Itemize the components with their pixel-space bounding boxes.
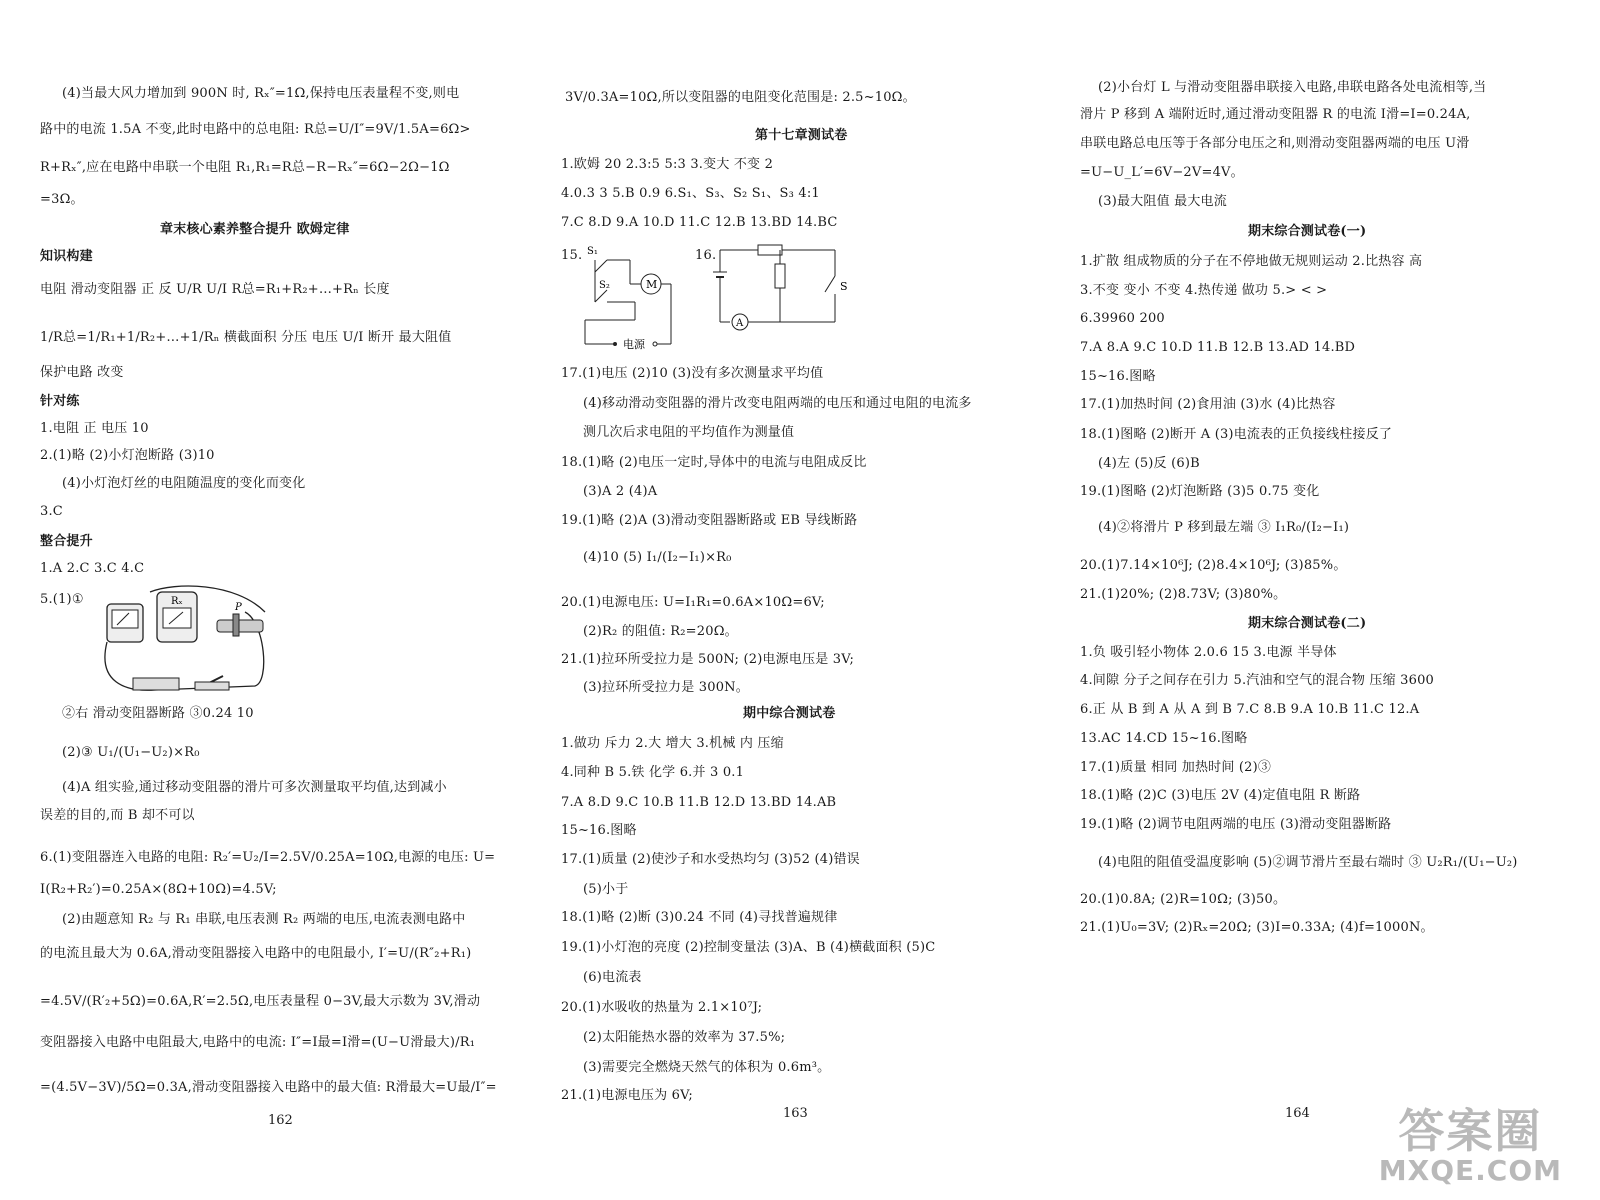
page-number: 164 bbox=[1285, 1106, 1310, 1121]
text-line: ②右 滑动变阻器断路 ③0.24 10 bbox=[62, 706, 254, 721]
fig5-label-p: P bbox=[235, 602, 242, 613]
text-line: (4)左 (5)反 (6)B bbox=[1098, 456, 1200, 471]
section-title: 第十七章测试卷 bbox=[755, 128, 848, 143]
watermark-en: MXQE.COM bbox=[1378, 1154, 1562, 1187]
text-line: (4)小灯泡灯丝的电阻随温度的变化而变化 bbox=[62, 476, 306, 491]
text-line: 2.(1)略 (2)小灯泡断路 (3)10 bbox=[40, 448, 215, 463]
text-line: 19.(1)略 (2)调节电阻两端的电压 (3)滑动变阻器断路 bbox=[1080, 817, 1392, 832]
text-line: (2)小台灯 L 与滑动变阻器串联接入电路,串联电路各处电流相等,当 bbox=[1098, 80, 1487, 95]
circuit-diagram-16 bbox=[710, 242, 850, 332]
text-line: (3)最大阻值 最大电流 bbox=[1098, 194, 1227, 209]
section-title: 期末综合测试卷(二) bbox=[1248, 616, 1367, 631]
text-line: R+Rₓ″,应在电路中串联一个电阻 R₁,R₁=R总−R−Rₓ″=6Ω−2Ω−1Ω bbox=[40, 160, 450, 175]
text-line: 19.(1)图略 (2)灯泡断路 (3)5 0.75 变化 bbox=[1080, 484, 1320, 499]
label-motor: M bbox=[646, 278, 658, 291]
text-line: 19.(1)略 (2)A (3)滑动变阻器断路或 EB 导线断路 bbox=[561, 513, 858, 528]
text-line: 15. bbox=[561, 248, 583, 263]
text-line: 串联电路总电压等于各部分电压之和,则滑动变阻器两端的电压 U滑 bbox=[1080, 136, 1470, 151]
watermark-logo bbox=[1379, 1106, 1562, 1186]
subsection-title: 整合提升 bbox=[40, 534, 93, 549]
text-line: (3)A 2 (4)A bbox=[583, 484, 658, 499]
page-number: 163 bbox=[783, 1106, 808, 1121]
text-line: 16. bbox=[695, 248, 717, 263]
text-line: 17.(1)加热时间 (2)食用油 (3)水 (4)比热容 bbox=[1080, 397, 1336, 412]
section-title: 期末综合测试卷(一) bbox=[1248, 224, 1367, 239]
text-line: 18.(1)略 (2)断 (3)0.24 不同 (4)寻找普遍规律 bbox=[561, 910, 838, 925]
text-line: 3.C bbox=[40, 504, 63, 519]
text-line: (3)需要完全燃烧天然气的体积为 0.6m³。 bbox=[583, 1060, 831, 1075]
text-line: 1.电阻 正 电压 10 bbox=[40, 421, 149, 436]
text-line: (3)拉环所受拉力是 300N。 bbox=[583, 680, 749, 695]
text-line: 13.AC 14.CD 15~16.图略 bbox=[1080, 731, 1248, 746]
page-number: 162 bbox=[268, 1113, 293, 1128]
text-line: 7.A 8.D 9.C 10.B 11.B 12.D 13.BD 14.AB bbox=[561, 795, 837, 810]
text-line: 5.(1)① bbox=[40, 592, 84, 607]
text-line: (2)③ U₁/(U₁−U₂)×R₀ bbox=[62, 745, 200, 760]
text-line: 路中的电流 1.5A 不变,此时电路中的总电阻: R总=U/I″=9V/1.5A=6Ω> bbox=[40, 122, 471, 137]
text-line: 17.(1)质量 (2)使沙子和水受热均匀 (3)52 (4)错误 bbox=[561, 852, 860, 867]
text-line: 7.A 8.A 9.C 10.D 11.B 12.B 13.AD 14.BD bbox=[1080, 340, 1356, 355]
text-line: =4.5V/(R′₂+5Ω)=0.6A,R′=2.5Ω,电压表量程 0−3V,最大示数为 3V,滑动 bbox=[40, 994, 481, 1009]
text-line: =(4.5V−3V)/5Ω=0.3A,滑动变阻器接入电路中的最大值: R滑最大=U最/I″= bbox=[40, 1080, 497, 1095]
text-line: 保护电路 改变 bbox=[40, 365, 124, 380]
text-line: 测几次后求电阻的平均值作为测量值 bbox=[583, 425, 795, 440]
fig5-label-rx: Rₓ bbox=[171, 596, 183, 607]
text-line: 变阻器接入电路中电阻最大,电路中的电流: I″=I最=I滑=(U−U滑最大)/R₁ bbox=[40, 1035, 476, 1050]
text-line: 的电流且最大为 0.6A,滑动变阻器接入电路中的电阻最小, I′=U/(R″₂+R₁) bbox=[40, 946, 472, 961]
text-line: 1.A 2.C 3.C 4.C bbox=[40, 561, 145, 576]
subsection-title: 针对练 bbox=[40, 394, 80, 409]
text-line: (2)R₂ 的阻值: R₂=20Ω。 bbox=[583, 624, 738, 639]
text-line: 1.负 吸引轻小物体 2.0.6 15 3.电源 半导体 bbox=[1080, 645, 1337, 660]
text-line: 误差的目的,而 B 却不可以 bbox=[40, 808, 195, 823]
text-line: (4)当最大风力增加到 900N 时, Rₓ″=1Ω,保持电压表量程不变,则电 bbox=[62, 86, 460, 101]
text-line: 21.(1)电源电压为 6V; bbox=[561, 1088, 693, 1103]
text-line: (4)A 组实验,通过移动变阻器的滑片可多次测量取平均值,达到减小 bbox=[62, 780, 447, 795]
text-line: 3V/0.3A=10Ω,所以变阻器的电阻变化范围是: 2.5~10Ω。 bbox=[565, 90, 916, 105]
text-line: (2)太阳能热水器的效率为 37.5%; bbox=[583, 1030, 786, 1045]
text-line: 20.(1)电源电压: U=I₁R₁=0.6A×10Ω=6V; bbox=[561, 595, 825, 610]
text-line: 6.39960 200 bbox=[1080, 311, 1165, 326]
text-line: (2)由题意知 R₂ 与 R₁ 串联,电压表测 R₂ 两端的电压,电流表测电路中 bbox=[62, 912, 466, 927]
text-line: 21.(1)20%; (2)8.73V; (3)80%。 bbox=[1080, 587, 1287, 602]
text-line: 15~16.图略 bbox=[561, 823, 637, 838]
circuit-diagram-15 bbox=[575, 240, 705, 350]
text-line: 3.不变 变小 不变 4.热传递 做功 5.> < > bbox=[1080, 283, 1328, 298]
text-line: 18.(1)略 (2)C (3)电压 2V (4)定值电阻 R 断路 bbox=[1080, 788, 1361, 803]
label-ammeter: A bbox=[736, 318, 744, 329]
subsection-title: 知识构建 bbox=[40, 249, 93, 264]
text-line: 17.(1)电压 (2)10 (3)没有多次测量求平均值 bbox=[561, 366, 824, 381]
text-line: (5)小于 bbox=[583, 882, 629, 897]
text-line: 20.(1)0.8A; (2)R=10Ω; (3)50。 bbox=[1080, 892, 1287, 907]
text-line: 1/R总=1/R₁+1/R₂+…+1/Rₙ 横截面积 分压 电压 U/I 断开 最大阻值 bbox=[40, 330, 452, 345]
text-line: 19.(1)小灯泡的亮度 (2)控制变量法 (3)A、B (4)横截面积 (5)C bbox=[561, 940, 936, 955]
text-line: 18.(1)图略 (2)断开 A (3)电流表的正负接线柱接反了 bbox=[1080, 427, 1393, 442]
text-line: 21.(1)U₀=3V; (2)Rₓ=20Ω; (3)I=0.33A; (4)f=1000N。 bbox=[1080, 920, 1434, 935]
text-line: 1.扩散 组成物质的分子在不停地做无规则运动 2.比热容 高 bbox=[1080, 254, 1423, 269]
text-line: (4)电阻的阻值受温度影响 (5)②调节滑片至最右端时 ③ U₂R₁/(U₁−U₂) bbox=[1098, 855, 1518, 870]
text-line: I(R₂+R₂′)=0.25A×(8Ω+10Ω)=4.5V; bbox=[40, 882, 277, 897]
text-line: 21.(1)拉环所受拉力是 500N; (2)电源电压是 3V; bbox=[561, 652, 855, 667]
label-s1: S₁ bbox=[587, 246, 598, 257]
label-switch: S bbox=[840, 280, 848, 293]
text-line: 电阻 滑动变阻器 正 反 U/R U/I R总=R₁+R₂+…+Rₙ 长度 bbox=[40, 282, 390, 297]
text-line: 滑片 P 移到 A 端附近时,通过滑动变阻器 R 的电流 I滑=I=0.24A, bbox=[1080, 107, 1471, 122]
text-line: 20.(1)7.14×10⁶J; (2)8.4×10⁶J; (3)85%。 bbox=[1080, 558, 1347, 573]
text-line: (4)10 (5) I₁/(I₂−I₁)×R₀ bbox=[583, 550, 732, 565]
text-line: 4.同种 B 5.铁 化学 6.并 3 0.1 bbox=[561, 765, 745, 780]
text-line: 20.(1)水吸收的热量为 2.1×10⁷J; bbox=[561, 1000, 763, 1015]
experiment-apparatus-figure bbox=[95, 582, 275, 700]
text-line: 18.(1)略 (2)电压一定时,导体中的电流与电阻成反比 bbox=[561, 455, 867, 470]
section-title: 章末核心素养整合提升 欧姆定律 bbox=[160, 222, 350, 237]
label-s2: S₂ bbox=[599, 280, 610, 291]
text-line: 7.C 8.D 9.A 10.D 11.C 12.B 13.BD 14.BC bbox=[561, 215, 838, 230]
text-line: 6.正 从 B 到 A 从 A 到 B 7.C 8.B 9.A 10.B 11.C 12.A bbox=[1080, 702, 1420, 717]
text-line: (6)电流表 bbox=[583, 970, 642, 985]
text-line: =3Ω。 bbox=[40, 192, 84, 207]
watermark-cn: 答案圈 bbox=[1398, 1104, 1543, 1158]
text-line: 6.(1)变阻器连入电路的电阻: R₂′=U₂/I=2.5V/0.25A=10Ω,电源的电压: U= bbox=[40, 850, 496, 865]
text-line: 1.做功 斥力 2.大 增大 3.机械 内 压缩 bbox=[561, 736, 784, 751]
text-line: 1.欧姆 20 2.3:5 5:3 3.变大 不变 2 bbox=[561, 157, 774, 172]
text-line: (4)②将滑片 P 移到最左端 ③ I₁R₀/(I₂−I₁) bbox=[1098, 520, 1350, 535]
label-power: 电源 bbox=[623, 338, 645, 350]
section-title: 期中综合测试卷 bbox=[743, 706, 836, 721]
text-line: 17.(1)质量 相同 加热时间 (2)③ bbox=[1080, 760, 1272, 775]
text-line: 15~16.图略 bbox=[1080, 369, 1156, 384]
text-line: =U−U_L′=6V−2V=4V。 bbox=[1080, 165, 1244, 180]
text-line: 4.间隙 分子之间存在引力 5.汽油和空气的混合物 压缩 3600 bbox=[1080, 673, 1435, 688]
text-line: 4.0.3 3 5.B 0.9 6.S₁、S₃、S₂ S₁、S₃ 4:1 bbox=[561, 186, 820, 201]
text-line: (4)移动滑动变阻器的滑片改变电阻两端的电压和通过电阻的电流多 bbox=[583, 396, 972, 411]
